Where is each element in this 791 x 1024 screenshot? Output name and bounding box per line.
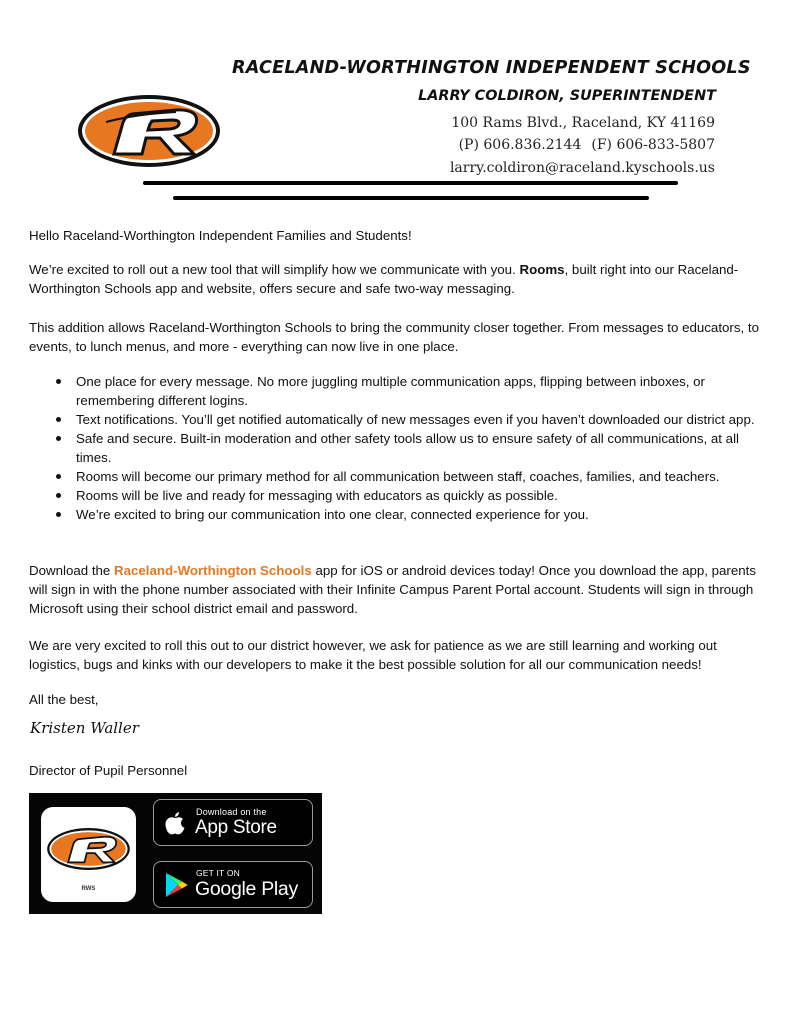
intro-text-b: , built right into our Raceland-Worthington Schools app and website, offers secure and safe two-way messaging.	[29, 262, 739, 296]
contact-email[interactable]: larry.coldiron@raceland.kyschools.us	[449, 160, 715, 176]
signer-title: Director of Pupil Personnel	[29, 763, 188, 778]
feature-list-item: Text notifications. You’ll get notified automatically of new messages even if you haven’t downloaded our district app.	[52, 410, 766, 429]
intro-paragraph	[29, 260, 765, 298]
google-play-label: Google Play	[195, 878, 298, 900]
letter-greeting: Hello Raceland-Worthington Independent Families and Students!	[29, 228, 412, 243]
download-text-a: Download the	[29, 563, 115, 578]
feature-list-item: One place for every message. No more juggling multiple communication apps, flipping between inboxes, or remembering different logins.	[52, 372, 766, 410]
download-paragraph	[29, 561, 765, 618]
community-paragraph: This addition allows Raceland-Worthington Schools to bring the community closer together. From messages to educators, to events, to lunch menus, and more - everything can now live in one place.	[29, 320, 759, 354]
phone-number: (P) 606.836.2144	[458, 137, 582, 153]
google-play-caption: GET IT ON	[196, 868, 240, 878]
app-icon-label: RWS	[81, 886, 96, 892]
raceland-r-icon	[46, 825, 131, 873]
download-text-b: app for iOS or android devices today! Once you download the app, parents will sign in with the phone number associated with their Infinite Campus Parent Portal account. Students will sign in through Microsoft using their school district email and password.	[29, 563, 756, 616]
google-play-icon	[164, 872, 188, 898]
rooms-emphasis: Rooms	[519, 262, 565, 277]
apple-icon	[164, 810, 186, 836]
fax-number: (F) 606-833-5807	[591, 137, 715, 153]
app-icon[interactable]	[41, 807, 136, 902]
patience-paragraph: We are very excited to roll this out to our district however, we ask for patience as we are still learning and working out logistics, bugs and kinks with our developers to make it the best possible solution for all our communication needs!	[29, 638, 717, 672]
app-download-banner	[29, 793, 322, 914]
signature: Kristen Waller	[30, 719, 139, 737]
feature-list-item: Safe and secure. Built-in moderation and other safety tools allow us to ensure safety of all communications, at all times.	[52, 429, 766, 467]
google-play-button[interactable]	[153, 861, 313, 908]
feature-list	[52, 372, 766, 524]
feature-list-item: We’re excited to bring our communication into one clear, connected experience for you.	[52, 505, 766, 524]
intro-text-a: We’re excited to roll out a new tool that will simplify how we communicate with you.	[29, 262, 520, 277]
header-divider-top	[143, 181, 678, 185]
district-name: RACELAND-WORTHINGTON INDEPENDENT SCHOOLS	[232, 58, 751, 78]
app-name-highlight: Raceland-Worthington Schools	[114, 563, 312, 578]
app-store-button[interactable]	[153, 799, 313, 846]
superintendent-name: LARRY COLDIRON, SUPERINTENDENT	[418, 88, 716, 104]
letter-closing: All the best,	[29, 692, 99, 707]
app-store-caption: Download on the	[196, 807, 267, 817]
header-divider-bottom	[173, 196, 649, 200]
district-address: 100 Rams Blvd., Raceland, KY 41169	[451, 115, 715, 131]
district-logo-icon	[76, 92, 222, 170]
app-store-label: App Store	[195, 817, 277, 838]
feature-list-item: Rooms will be live and ready for messaging with educators as quickly as possible.	[52, 486, 766, 505]
phone-fax-line	[415, 137, 715, 153]
feature-list-item: Rooms will become our primary method for all communication between staff, coaches, families, and teachers.	[52, 467, 766, 486]
